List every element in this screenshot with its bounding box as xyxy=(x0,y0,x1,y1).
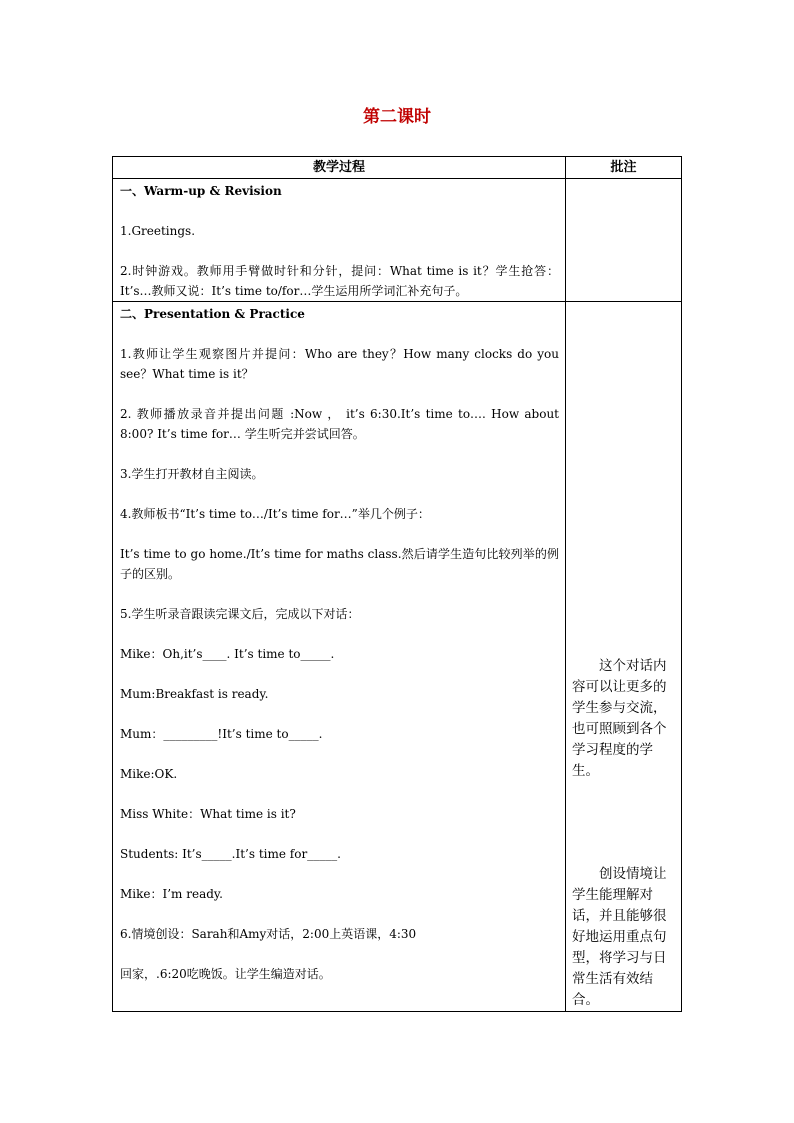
presentation-line: 回家，.6:20吃晚饭。让学生编造对话。 xyxy=(120,967,331,981)
presentation-line: 3.学生打开教材自主阅读。 xyxy=(120,467,264,481)
warmup-line: 2.时钟游戏。教师用手臂做时针和分针，提问：What time is it？学生抢答：It’s…教师又说：It’s time to/for…学生运用所学词汇补充句子。 xyxy=(120,264,559,298)
section-presentation-row xyxy=(113,302,682,1012)
presentation-line: 5.学生听录音跟读完课文后，完成以下对话： xyxy=(120,607,360,621)
dialogue-line: Mike：Oh,it’s____. It’s time to_____. xyxy=(120,647,335,661)
dialogue-line: Mum:Breakfast is ready. xyxy=(120,687,269,701)
annotation-scenario: 创设情境让学生能理解对话，并且能够很好地运用重点句型，将学习与日常生活有效结合。 xyxy=(572,866,667,1008)
section-warmup-row xyxy=(113,179,682,302)
presentation-line: 4.教师板书“It’s time to…/It’s time for…”举几个例子： xyxy=(120,507,430,521)
section-heading-warmup: 一、Warm-up & Revision xyxy=(120,184,282,198)
lesson-plan-table xyxy=(112,156,682,1012)
header-teaching-process: 教学过程 xyxy=(113,157,566,179)
page-title: 第二课时 xyxy=(363,107,431,127)
presentation-line: 2. 教师播放录音并提出问题 :Now ， it’s 6:30.It’s time to…. How about 8:00? It’s time for… 学生听完并尝试回答。 xyxy=(120,407,559,441)
notes-cell xyxy=(566,302,682,1012)
dialogue-line: Mike:OK. xyxy=(120,767,178,781)
dialogue-line: Miss White：What time is it? xyxy=(120,807,296,821)
presentation-line: 6.情境创设：Sarah和Amy对话，2:00上英语课，4:30 xyxy=(120,927,417,941)
dialogue-line: Mike：I’m ready. xyxy=(120,887,223,901)
header-notes: 批注 xyxy=(566,157,682,179)
warmup-line: 1.Greetings. xyxy=(120,224,196,238)
table-header-row xyxy=(113,157,682,179)
notes-cell-empty xyxy=(566,179,682,302)
section-warmup-cell xyxy=(113,179,566,302)
presentation-line: It’s time to go home./It’s time for maths class.然后请学生造句比较列举的例子的区别。 xyxy=(120,547,559,581)
annotation-dialogue: 这个对话内容可以让更多的学生参与交流，也可照顾到各个学习程度的学生。 xyxy=(572,658,667,779)
presentation-line: 1.教师让学生观察图片并提问：Who are they？How many clocks do you see？What time is it？ xyxy=(120,347,559,381)
section-heading-presentation: 二、Presentation & Practice xyxy=(120,307,305,321)
section-presentation-cell xyxy=(113,302,566,1012)
dialogue-line: Mum：_________!It’s time to_____. xyxy=(120,727,323,741)
dialogue-line: Students: It’s_____.It’s time for_____. xyxy=(120,847,341,861)
